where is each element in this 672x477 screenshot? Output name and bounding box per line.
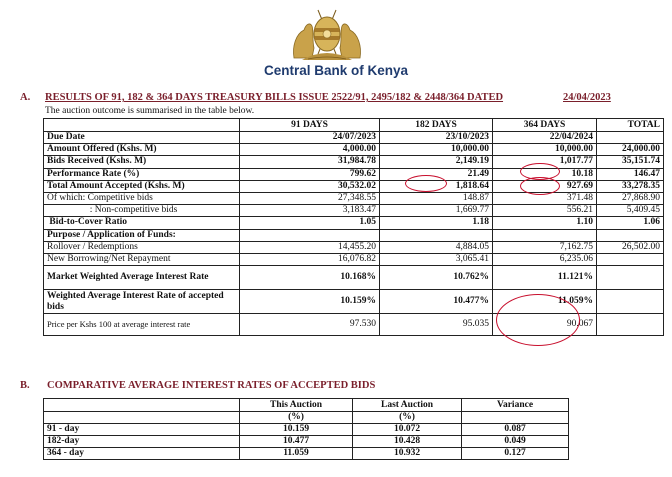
table-row: [44, 217, 664, 229]
cell-value: 0.087: [462, 424, 569, 436]
cell-value: 10.477%: [380, 290, 493, 314]
cell-value: 1.18: [380, 217, 493, 229]
cell-value: [597, 253, 664, 265]
cell-value: [240, 229, 380, 241]
table-row: [44, 192, 664, 204]
table-row: [44, 314, 664, 336]
section-b-title: COMPARATIVE AVERAGE INTEREST RATES OF ACCEPTED BIDS: [47, 380, 376, 391]
cell-value: 10.168%: [240, 266, 380, 290]
cell-value: 10.159: [240, 424, 353, 436]
cell-value: 371.48: [493, 192, 597, 204]
table-row: [44, 436, 569, 448]
table-row: [44, 168, 664, 180]
cell-value: 1,669.77: [380, 205, 493, 217]
cell-value: 146.47: [597, 168, 664, 180]
cell-value: 27,348.55: [240, 192, 380, 204]
cell-value: 10,000.00: [380, 144, 493, 156]
table-row: [44, 241, 664, 253]
table-row: [44, 253, 664, 265]
cell-value: [597, 132, 664, 144]
cell-value: 3,065.41: [380, 253, 493, 265]
cell-value: [597, 266, 664, 290]
cell-value: 11.121%: [493, 266, 597, 290]
summary-text: The auction outcome is summarised in the table below.: [45, 106, 255, 116]
unit-label: (%): [353, 412, 462, 424]
cell-value: 4,000.00: [240, 144, 380, 156]
cell-value: 97.530: [240, 314, 380, 336]
cell-value: 90.067: [493, 314, 597, 336]
column-header: Variance: [462, 399, 569, 412]
cell-value: 35,151.74: [597, 156, 664, 168]
unit-label: (%): [240, 412, 353, 424]
units-row: [44, 412, 569, 424]
column-header: 364 DAYS: [493, 119, 597, 132]
row-label: Total Amount Accepted (Kshs. M): [44, 180, 240, 192]
header-blank: [44, 399, 240, 412]
cell-value: 1.06: [597, 217, 664, 229]
cell-value: 24/07/2023: [240, 132, 380, 144]
cell-value: 799.62: [240, 168, 380, 180]
cell-value: 10.18: [493, 168, 597, 180]
row-label: Performance Rate (%): [44, 168, 240, 180]
cell-value: 1,818.64: [380, 180, 493, 192]
section-b-marker: B.: [20, 380, 30, 391]
section-a-marker: A.: [20, 92, 31, 103]
header-blank: [44, 119, 240, 132]
row-label: Due Date: [44, 132, 240, 144]
column-header: This Auction: [240, 399, 353, 412]
units-blank: [44, 412, 240, 424]
table-header-row: [44, 119, 664, 132]
cell-value: 1.10: [493, 217, 597, 229]
cell-value: 0.049: [462, 436, 569, 448]
cell-value: 1,017.77: [493, 156, 597, 168]
row-label: Bid-to-Cover Ratio: [44, 217, 240, 229]
row-label: Bids Received (Kshs. M): [44, 156, 240, 168]
table-header-row: [44, 399, 569, 412]
table-row: [44, 156, 664, 168]
table-row: [44, 180, 664, 192]
row-label: 182-day: [44, 436, 240, 448]
cell-value: 5,409.45: [597, 205, 664, 217]
cell-value: 148.87: [380, 192, 493, 204]
row-label: Price per Kshs 100 at average interest rate: [44, 314, 240, 336]
cbk-coat-of-arms-logo: [288, 6, 366, 62]
cell-value: 10.477: [240, 436, 353, 448]
column-header: 91 DAYS: [240, 119, 380, 132]
column-header: 182 DAYS: [380, 119, 493, 132]
cell-value: 21.49: [380, 168, 493, 180]
row-label: 91 - day: [44, 424, 240, 436]
cell-value: [380, 229, 493, 241]
unit-label: [462, 412, 569, 424]
row-label: : Non-competitive bids: [44, 205, 240, 217]
cell-value: 556.21: [493, 205, 597, 217]
row-label: 364 - day: [44, 448, 240, 460]
cell-value: 7,162.75: [493, 241, 597, 253]
cell-value: 0.127: [462, 448, 569, 460]
cell-value: 22/04/2024: [493, 132, 597, 144]
column-header: TOTAL: [597, 119, 664, 132]
cell-value: [597, 229, 664, 241]
row-label: New Borrowing/Net Repayment: [44, 253, 240, 265]
auction-date: 24/04/2023: [563, 92, 611, 103]
cell-value: 31,984.78: [240, 156, 380, 168]
cell-value: 1.05: [240, 217, 380, 229]
cell-value: 27,868.90: [597, 192, 664, 204]
section-a-title: RESULTS OF 91, 182 & 364 DAYS TREASURY BILLS ISSUE 2522/91, 2495/182 & 2448/364 DATED: [45, 92, 504, 103]
cell-value: 3,183.47: [240, 205, 380, 217]
cell-value: 927.69: [493, 180, 597, 192]
table-row: [44, 424, 569, 436]
cell-value: 16,076.82: [240, 253, 380, 265]
cell-value: 10.428: [353, 436, 462, 448]
cell-value: 95.035: [380, 314, 493, 336]
cell-value: 11.059: [240, 448, 353, 460]
cell-value: [493, 229, 597, 241]
cell-value: [597, 314, 664, 336]
cell-value: 2,149.19: [380, 156, 493, 168]
bank-name: Central Bank of Kenya: [263, 63, 409, 78]
table-row: [44, 229, 664, 241]
treasury-results-table: [43, 118, 664, 336]
cell-value: 23/10/2023: [380, 132, 493, 144]
row-label: Weighted Average Interest Rate of accepted bids: [44, 290, 240, 314]
table-row: [44, 132, 664, 144]
table-row: [44, 290, 664, 314]
cell-value: 6,235.06: [493, 253, 597, 265]
cell-value: 10.159%: [240, 290, 380, 314]
row-label: Purpose / Application of Funds:: [44, 229, 240, 241]
cell-value: 10,000.00: [493, 144, 597, 156]
table-row: [44, 266, 664, 290]
table-row: [44, 144, 664, 156]
cell-value: 10.762%: [380, 266, 493, 290]
cell-value: 10.072: [353, 424, 462, 436]
column-header: Last Auction: [353, 399, 462, 412]
cell-value: 14,455.20: [240, 241, 380, 253]
cell-value: 11.059%: [493, 290, 597, 314]
cell-value: 24,000.00: [597, 144, 664, 156]
table-row: [44, 448, 569, 460]
row-label: Market Weighted Average Interest Rate: [44, 266, 240, 290]
cell-value: [597, 290, 664, 314]
cell-value: 26,502.00: [597, 241, 664, 253]
cell-value: 30,532.02: [240, 180, 380, 192]
table-row: [44, 205, 664, 217]
cell-value: 4,884.05: [380, 241, 493, 253]
row-label: Of which: Competitive bids: [44, 192, 240, 204]
row-label: Amount Offered (Kshs. M): [44, 144, 240, 156]
row-label: Rollover / Redemptions: [44, 241, 240, 253]
comparative-rates-table: [43, 398, 569, 460]
cell-value: 10.932: [353, 448, 462, 460]
cell-value: 33,278.35: [597, 180, 664, 192]
